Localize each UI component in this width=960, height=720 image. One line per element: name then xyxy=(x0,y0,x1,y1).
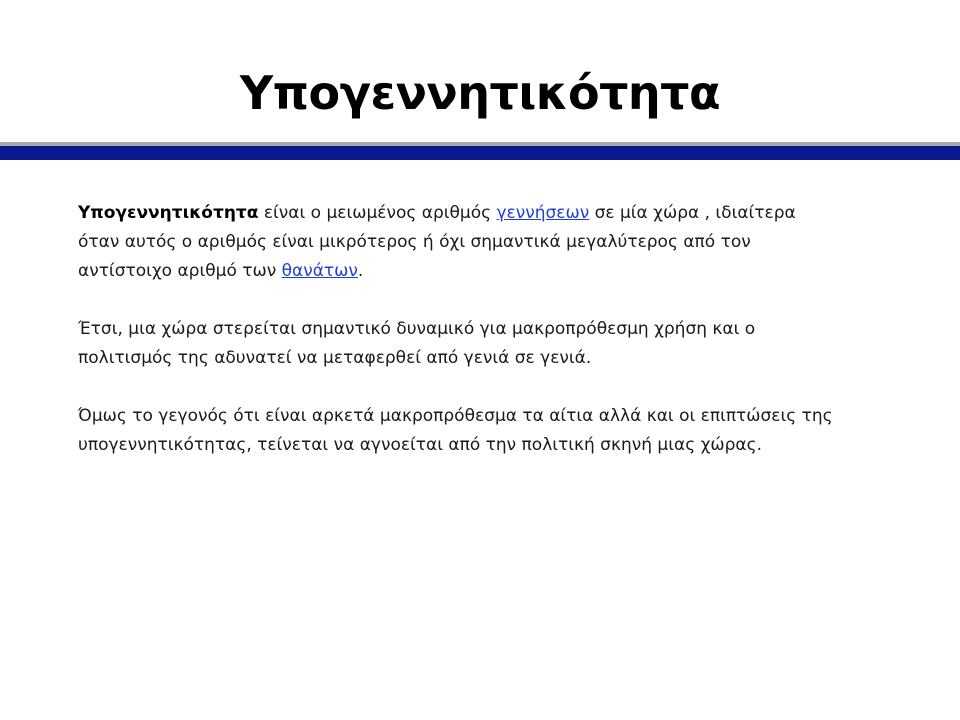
definition-text-c: . xyxy=(357,261,364,281)
slide-body xyxy=(78,199,838,460)
defined-term: Υπογεννητικότητα xyxy=(78,203,259,223)
divider-main-band xyxy=(0,146,960,160)
births-link[interactable]: γεννήσεων xyxy=(496,203,590,223)
title-divider-bar xyxy=(0,142,960,160)
paragraph-causes: Όμως το γεγονός ότι είναι αρκετά μακροπρόθεσμα τα αίτια αλλά και οι επιπτώσεις της υπογεννητικότητας, τείνεται να αγνοείται από την πολιτική σκηνή μιας χώρας. xyxy=(78,406,833,455)
slide-title: Υπογεννητικότητα xyxy=(239,66,721,120)
definition-text-b: σε μία χώρα , ιδιαίτερα όταν αυτός ο αριθμός είναι μικρότερος ή όχι σημαντικά μεγαλύτερος από τον αντίστοιχο αριθμό των xyxy=(78,203,796,281)
paragraph-consequence: Έτσι, μια χώρα στερείται σημαντικό δυναμικό για μακροπρόθεσμη χρήση και ο πολιτισμός της αδυνατεί να μεταφερθεί από γενιά σε γενιά. xyxy=(78,319,756,368)
definition-text-a: είναι ο μειωμένος αριθμός xyxy=(258,203,497,223)
deaths-link[interactable]: θανάτων xyxy=(281,261,358,281)
paragraph-definition xyxy=(78,199,838,286)
